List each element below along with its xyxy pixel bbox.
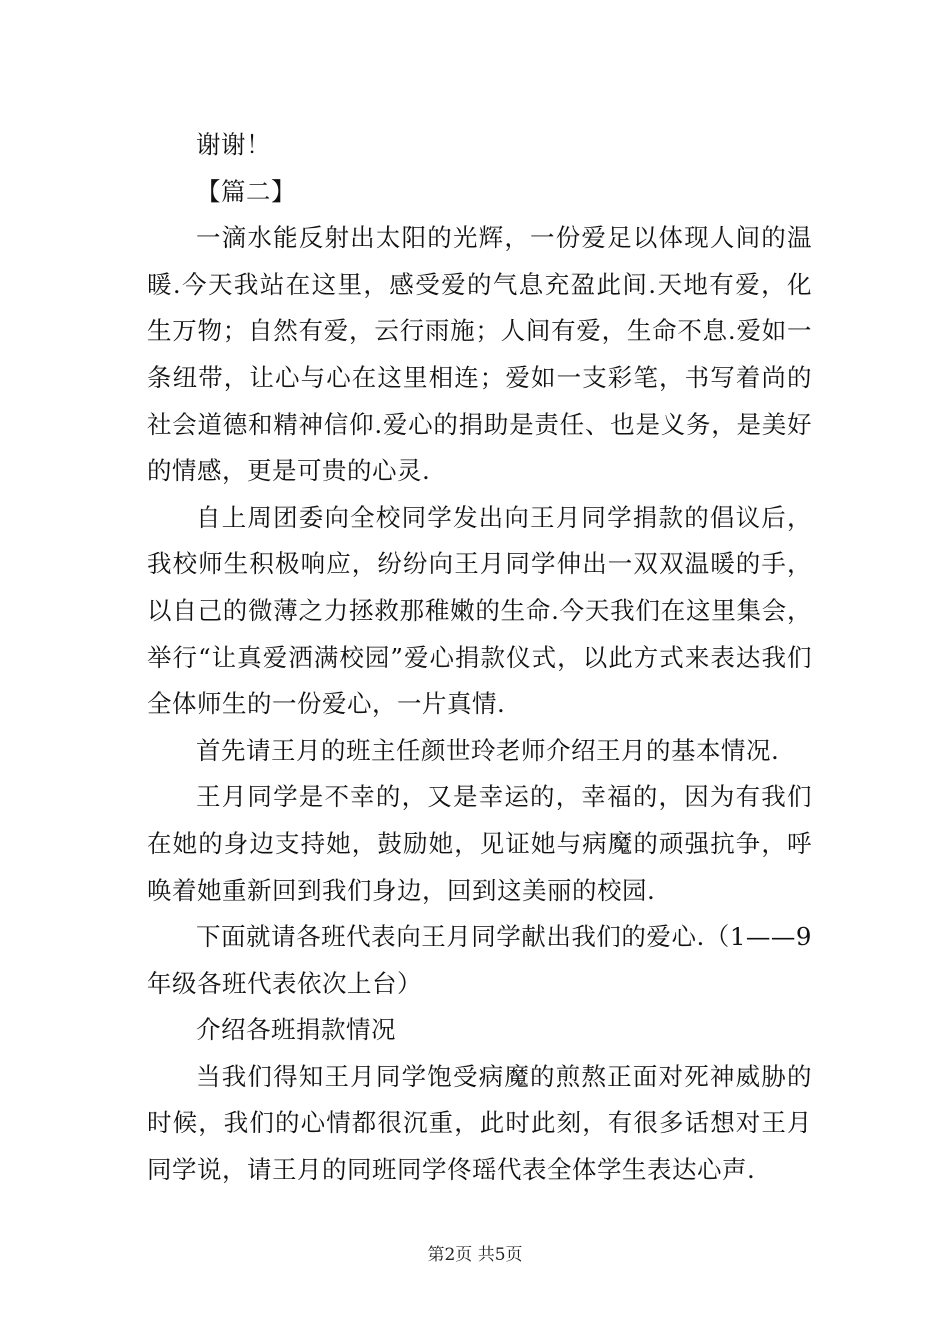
section-heading: 【篇二】 bbox=[196, 176, 296, 206]
paragraph-donation-summary: 介绍各班捐款情况 bbox=[196, 1015, 396, 1045]
paragraph-thanks: 谢谢！ bbox=[196, 130, 271, 159]
paragraph-wangyue-situation: 王月同学是不幸的，又是幸运的，幸福的，因为有我们在她的身边支持她，鼓励她，见证她与病魔的顽强抗争，呼唤着她重新回到我们身边，回到这美丽的校园. bbox=[147, 782, 812, 905]
paragraph-teacher-intro: 首先请王月的班主任颜世玲老师介绍王月的基本情况. bbox=[196, 735, 780, 765]
document-body bbox=[147, 122, 812, 1194]
paragraph-class-representatives: 下面就请各班代表向王月同学献出我们的爱心.（1——9年级各班代表依次上台） bbox=[147, 922, 812, 998]
paragraph-donation-initiative: 自上周团委向全校同学发出向王月同学捐款的倡议后，我校师生积极响应，纷纷向王月同学伸出一双双温暖的手，以自己的微薄之力拯救那稚嫩的生命.今天我们在这里集会，举行“让真爱洒满校园”爱心捐款仪式，以此方式来表达我们全体师生的一份爱心，一片真情. bbox=[147, 502, 812, 719]
paragraph-student-speech: 当我们得知王月同学饱受病魔的煎熬正面对死神威胁的时候，我们的心情都很沉重，此时此刻，有很多话想对王月同学说，请王月的同班同学佟瑶代表全体学生表达心声. bbox=[147, 1061, 812, 1185]
paragraph-love-intro: 一滴水能反射出太阳的光辉，一份爱足以体现人间的温暖.今天我站在这里，感受爱的气息充盈此间.天地有爱，化生万物；自然有爱，云行雨施；人间有爱，生命不息.爱如一条纽带，让心与心在这里相连；爱如一支彩笔，书写着尚的社会道德和精神信仰.爱心的捐助是责任、也是义务，是美好的情感，更是可贵的心灵. bbox=[147, 223, 812, 486]
page-number-footer: 第2页 共5页 bbox=[427, 1245, 523, 1265]
